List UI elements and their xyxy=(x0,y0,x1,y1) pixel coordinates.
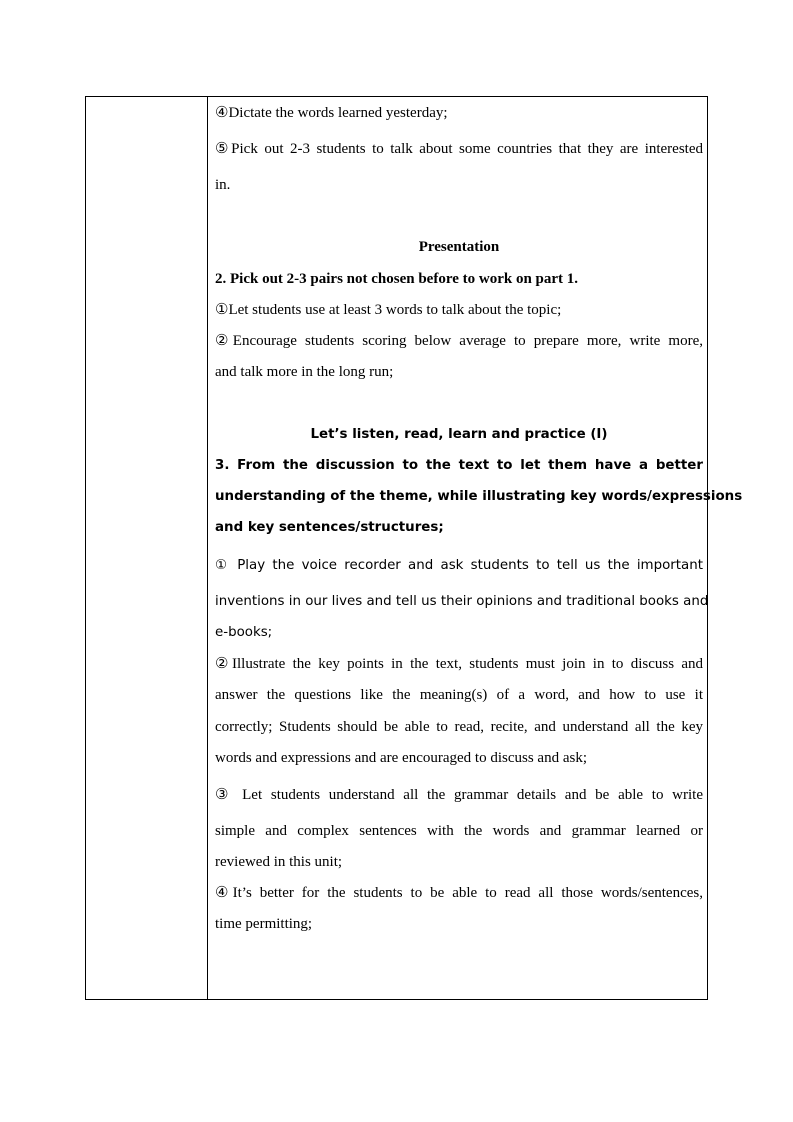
item-1-line-1: ① Play the voice recorder and ask students to tell us the important xyxy=(215,558,703,573)
presentation-step-title: 2. Pick out 2-3 pairs not chosen before to work on part 1. xyxy=(215,271,579,287)
countries-step-line-1: ⑤Pick out 2-3 students to talk about some countries that they are interested xyxy=(215,141,703,157)
presentation-heading: Presentation xyxy=(418,239,500,255)
item-2-line-2: answer the questions like the meaning(s) of a word, and how to use it xyxy=(215,687,703,703)
step-3-line-1: 3. From the discussion to the text to let them have a better xyxy=(215,458,703,473)
item-2-line-3: correctly; Students should be able to read, recite, and understand all the key xyxy=(215,719,703,735)
item-2-line-1: ②Illustrate the key points in the text, students must join in to discuss and xyxy=(215,656,703,672)
item-1-line-2: inventions in our lives and tell us their opinions and traditional books and xyxy=(215,594,709,609)
item-4-line-2: time permitting; xyxy=(215,916,313,932)
item-3-line-1: ③ Let students understand all the grammar details and be able to write xyxy=(215,787,703,803)
step-3-line-3: and key sentences/structures; xyxy=(215,520,444,535)
dictation-step: ④Dictate the words learned yesterday; xyxy=(215,105,448,121)
column-divider xyxy=(207,97,208,999)
item-1-line-3: e-books; xyxy=(215,625,273,640)
item-3-line-2: simple and complex sentences with the words and grammar learned or xyxy=(215,823,703,839)
section-heading: Let’s listen, read, learn and practice (I) xyxy=(310,427,608,442)
countries-step-line-2: in. xyxy=(215,177,231,193)
item-3-line-3: reviewed in this unit; xyxy=(215,854,343,870)
step-3-line-2: understanding of the theme, while illustrating key words/expressions xyxy=(215,489,743,504)
presentation-item-2-line-1: ②Encourage students scoring below average to prepare more, write more, xyxy=(215,333,703,349)
presentation-item-1: ①Let students use at least 3 words to talk about the topic; xyxy=(215,302,562,318)
item-2-line-4: words and expressions and are encouraged to discuss and ask; xyxy=(215,750,587,766)
presentation-item-2-line-2: and talk more in the long run; xyxy=(215,364,394,380)
item-4-line-1: ④It’s better for the students to be able to read all those words/sentences, xyxy=(215,885,703,901)
